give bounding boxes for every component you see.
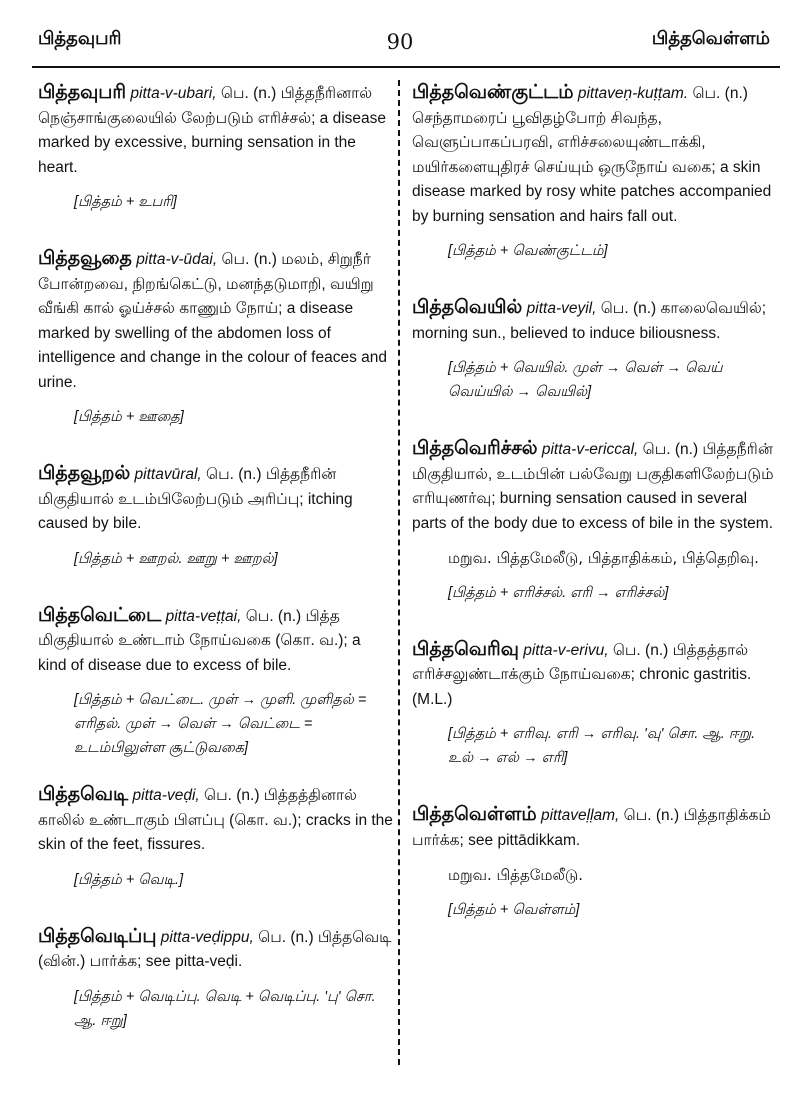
definition: மலம், சிறுநீர் போன்றவை, நிறங்கெட்டு, மனந்தடுமாறி, வயிறு வீங்கி கால் ஓய்ச்சல் காணும் நோய்; a disease marked by swelling of the abdomen loss of intelligence and change in the colour of feaces and urine. xyxy=(38,251,387,391)
transliteration: pitta-veṭṭai, xyxy=(165,607,242,625)
headword: பித்தவுபரி xyxy=(38,81,127,103)
column-divider xyxy=(398,80,400,1065)
grammar-label: பெ. (n.) xyxy=(206,466,262,483)
headword: பித்தவூறல் xyxy=(38,462,131,484)
dictionary-entry xyxy=(38,782,393,892)
etymology: [பித்தம் + எரிவு. எரி → எரிவு. 'வு' சொ. ஆ. ஈறு. உல் → எல் → எரி] xyxy=(448,726,756,766)
grammar-label: பெ. (n.) xyxy=(245,607,302,625)
headword: பித்தவெரிச்சல் xyxy=(412,437,538,459)
headword: பித்தவெரிவு xyxy=(412,637,519,660)
dictionary-entry xyxy=(412,80,774,263)
transliteration: pitta-v-ūdai, xyxy=(136,251,218,268)
transliteration: pittavūral, xyxy=(134,466,202,483)
headword: பித்தவூதை xyxy=(38,247,132,269)
dictionary-entry xyxy=(38,246,393,429)
running-head-left: பித்தவுபரி xyxy=(38,28,122,49)
definition: செந்தாமரைப் பூவிதழ்போற் சிவந்த, வெளுப்பாகப்பரவி, எரிச்சலையுண்டாக்கி, மயிர்களையுதிரச் செய்யும் ஒருநோய் வகை; a skin disease marked by rosy white patches accompanied by burning sensation and hairs fall out. xyxy=(412,109,772,225)
transliteration: pitta-veyil, xyxy=(526,300,597,317)
definition: பித்தநீரின் மிகுதியால் உடம்பிலேற்படும் அரிப்பு; itching caused by bile. xyxy=(38,466,353,532)
etymology: [பித்தம் + உபரி] xyxy=(74,194,177,210)
grammar-label: பெ. (n.) xyxy=(623,807,680,824)
definition: காலைவெயில்; morning sun., believed to induce biliousness. xyxy=(412,300,767,342)
grammar-label: பெ. (n.) xyxy=(220,85,277,102)
transliteration: pitta-v-erivu, xyxy=(523,641,609,659)
headword: பித்தவெயில் xyxy=(412,296,523,318)
transliteration: pitta-v-ericcal, xyxy=(541,441,639,458)
left-column xyxy=(38,80,393,1033)
etymology: [பித்தம் + வெடிப்பு. வெடி + வெடிப்பு. 'பு' சொ. ஆ. ஈறு] xyxy=(74,988,376,1029)
grammar-label: பெ. (n.) xyxy=(600,300,657,317)
grammar-label: பெ. (n.) xyxy=(258,928,314,946)
grammar-label: பெ. (n.) xyxy=(204,787,260,804)
etymology: [பித்தம் + வெயில். முள் → வெள் → வெய் வெய்யில் → வெயில்] xyxy=(448,360,723,400)
dictionary-entry xyxy=(38,461,393,571)
transliteration: pitta-veḍippu, xyxy=(160,928,254,946)
transliteration: pittaveṇ-kuṭṭam. xyxy=(577,85,689,102)
headword: பித்தவெண்குட்டம் xyxy=(412,81,574,103)
header-rule xyxy=(32,66,780,68)
dictionary-entry xyxy=(38,80,393,214)
grammar-label: பெ. (n.) xyxy=(221,251,277,268)
etymology: [பித்தம் + வெட்டை. முள் → முளி. முளிதல் = எரிதல். முள் → வெள் → வெட்டை = உடம்பிலுள்ள சூட்டுவகை] xyxy=(74,692,367,756)
definition: பித்தத்தினால் காலில் உண்டாகும் பிளப்பு (கொ. வ.); cracks in the skin of the feet, fissures. xyxy=(38,787,393,853)
etymology: [பித்தம் + ஊதை] xyxy=(74,409,184,425)
grammar-label: பெ. (n.) xyxy=(692,85,748,102)
headword: பித்தவெடி xyxy=(38,783,129,805)
etymology: [பித்தம் + ஊறல். ஊறு + ஊறல்] xyxy=(74,550,278,567)
definition: பித்தாதிக்கம் பார்க்க; see pittādikkam. xyxy=(412,807,771,849)
running-head-right: பித்தவெள்ளம் xyxy=(651,28,770,49)
definition: பித்தவெடி (வின்.) பார்க்க; see pitta-veḍi. xyxy=(38,928,392,970)
page-header xyxy=(0,0,800,68)
dictionary-entry xyxy=(412,802,774,922)
dictionary-entry xyxy=(412,637,774,771)
right-column xyxy=(412,80,774,922)
definition: பித்தநீரினால் நெஞ்சாங்குலையில் லேற்படும் எரிச்சல்; a disease marked by excessive, burning sensation in the heart. xyxy=(38,85,387,176)
grammar-label: பெ. (n.) xyxy=(612,641,669,659)
transliteration: pitta-v-ubari, xyxy=(130,85,217,102)
etymology: [பித்தம் + வெடி.] xyxy=(74,871,184,888)
definition: பித்தநீரின் மிகுதியால், உடம்பின் பல்வேறு பகுதிகளிலேற்படும் எரியுணர்வு; burning sensation caused in several parts of the body due to excess of bile in the system. xyxy=(412,441,774,532)
transliteration: pittaveḷḷam, xyxy=(540,807,620,824)
dictionary-entry xyxy=(412,295,774,404)
synonym-note: மறுவ. பித்தமேலீடு. xyxy=(448,866,584,884)
grammar-label: பெ. (n.) xyxy=(642,441,699,458)
headword: பித்தவெள்ளம் xyxy=(412,803,537,825)
transliteration: pitta-veḍi, xyxy=(132,787,200,804)
definition: பித்தத்தால் எரிச்சலுண்டாக்கும் நோய்வகை; chronic gastritis. (M.L.) xyxy=(412,641,752,708)
etymology: [பித்தம் + வெள்ளம்] xyxy=(448,901,580,918)
headword: பித்தவெட்டை xyxy=(38,603,162,626)
etymology: [பித்தம் + எரிச்சல். எரி → எரிச்சல்] xyxy=(448,584,669,601)
headword: பித்தவெடிப்பு xyxy=(38,924,157,947)
page-number: 90 xyxy=(386,30,414,54)
dictionary-entry xyxy=(38,603,393,761)
dictionary-entry xyxy=(412,436,774,605)
synonym-note: மறுவ. பித்தமேலீடு, பித்தாதிக்கம், பித்தெறிவு. xyxy=(448,549,759,567)
definition: பித்த மிகுதியால் உண்டாம் நோய்வகை (கொ. வ.); a kind of disease due to excess of bile. xyxy=(38,607,361,674)
etymology: [பித்தம் + வெண்குட்டம்] xyxy=(448,243,608,259)
dictionary-entry xyxy=(38,924,393,1033)
